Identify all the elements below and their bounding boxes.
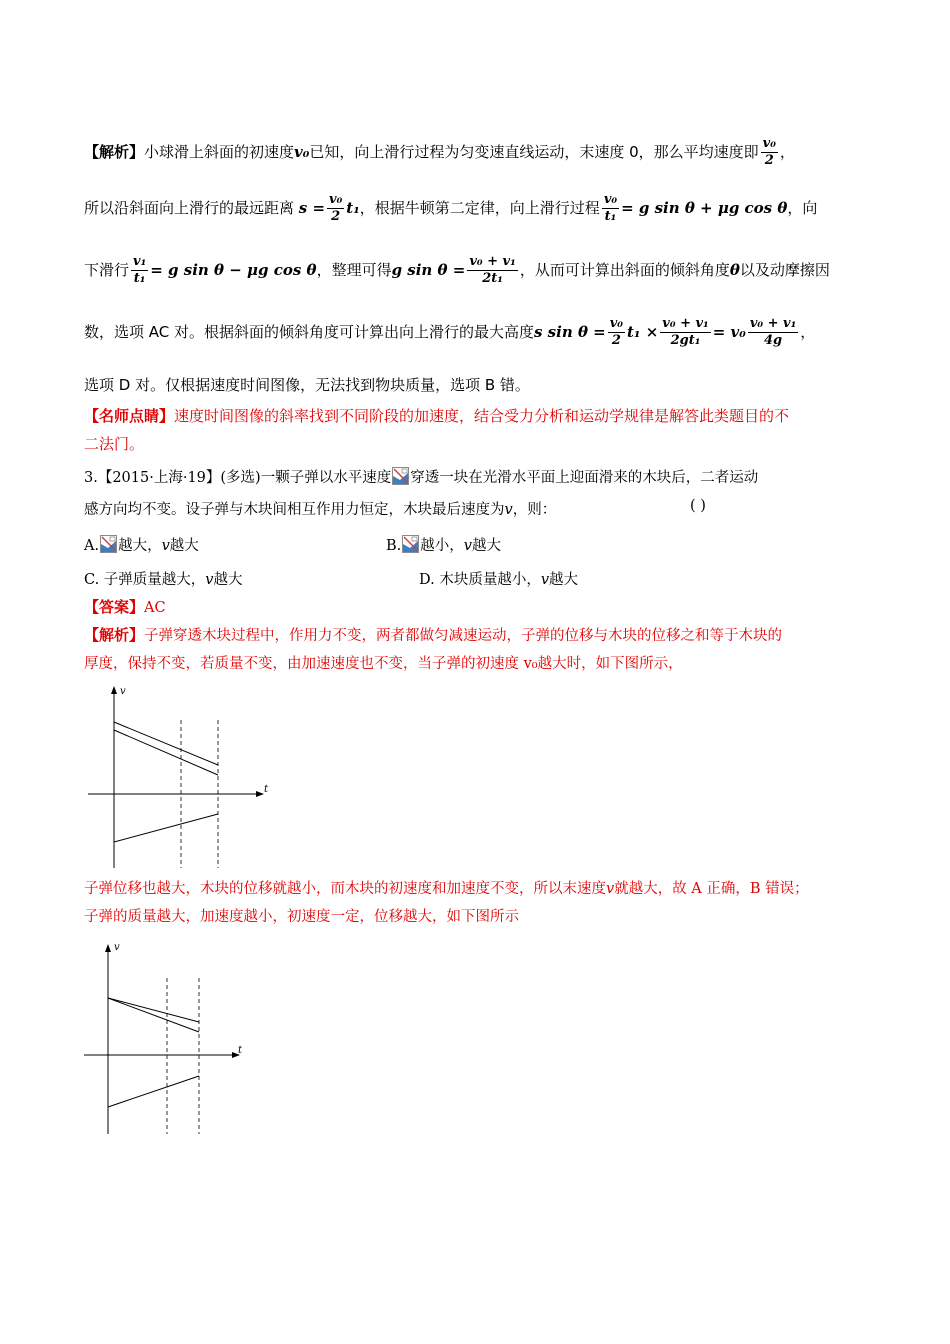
fraction: $\frac{\text{v₁}}{\text{t₁}}$ bbox=[133, 254, 147, 286]
x-axis-arrow bbox=[256, 791, 264, 797]
analysis-label: 【解析】 bbox=[84, 626, 145, 644]
tip-line2: 二法门。 bbox=[84, 435, 145, 453]
analysis1-line4: 数，选项 AC 对。根据斜面的倾斜角度可计算出向上滑行的最大高度s sin θ = $\frac{\text{v₀}}{2}$ t₁ × $\frac{\text{v₀ + v₁}}{\text{2gt₁}}$ = v₀ $\frac{\text{v₀ + v₁}}{4g}$ ， bbox=[84, 316, 816, 348]
analysis1-line3: 下滑行 $\frac{\text{v₁}}{\text{t₁}}$ = g sin θ − μg cos θ，整理可得g sin θ = $\frac{\text{v₀ + v₁}}{\text{2t₁}}$ ，从而可计算出斜面的倾斜角度θ以及动摩擦因 bbox=[84, 254, 830, 286]
block-line bbox=[114, 814, 218, 842]
bullet-line-heavy bbox=[108, 998, 199, 1022]
fraction: $\frac{\text{v₀ + v₁}}{\text{2t₁}}$ bbox=[469, 254, 516, 286]
question3-line2: 感方向均不变。设子弹与木块间相互作用力恒定，木块最后速度为v，则： bbox=[84, 502, 557, 518]
fraction: $\frac{\text{v₀}}{2}$ bbox=[762, 136, 776, 168]
broken-image-icon bbox=[100, 535, 117, 553]
x-axis-label: t bbox=[238, 1045, 243, 1056]
x-axis-label: t bbox=[264, 784, 269, 795]
fraction: $\frac{\text{v₀}}{2}$ bbox=[609, 316, 623, 348]
block-line bbox=[108, 1076, 199, 1107]
analysis2-line2: 厚度，保持不变，若质量不变，由加速速度也不变，当子弹的初速度 v₀越大时，如下图所示， bbox=[84, 656, 683, 672]
y-axis-arrow bbox=[105, 944, 111, 952]
fraction: $\frac{\text{v₀ + v₁}}{\text{2gt₁}}$ bbox=[662, 316, 709, 348]
analysis-label: 【解析】 bbox=[84, 143, 145, 161]
option-b: B. 越小，v越大 bbox=[386, 534, 501, 555]
broken-image-icon bbox=[392, 467, 409, 485]
fraction: $\frac{\text{v₀}}{\text{t₁}}$ bbox=[603, 192, 618, 224]
fraction: $\frac{\text{v₀}}{2}$ bbox=[329, 192, 343, 224]
y-axis-label: v bbox=[114, 942, 120, 953]
answer-label: 【答案】 bbox=[84, 598, 145, 616]
question3-line1: 3.【2015·上海·19】(多选)一颗子弹以水平速度 穿透一块在光滑水平面上迎面滑来的木块后，二者运动 bbox=[84, 466, 758, 487]
analysis1-line5: 选项 D 对。仅根据速度时间图像，无法找到物块质量，选项 B 错。 bbox=[84, 376, 530, 394]
y-axis-arrow bbox=[111, 686, 117, 694]
option-d: D. 木块质量越小，v越大 bbox=[419, 572, 579, 588]
fraction: $\frac{\text{v₀ + v₁}}{4g}$ bbox=[749, 316, 797, 348]
option-a: A. 越大，v越大 bbox=[84, 534, 199, 555]
question3-bracket: ( ) bbox=[690, 498, 706, 514]
bullet-line-small-v0 bbox=[114, 730, 218, 775]
tip-label: 【名师点睛】 bbox=[84, 407, 175, 425]
analysis1-line2: 所以沿斜面向上滑行的最远距离 s = $\frac{\text{v₀}}{2}$ t₁，根据牛顿第二定律，向上滑行过程 $\frac{\text{v₀}}{\text{t₁}}$ = g sin θ + μg cos θ，向 bbox=[84, 192, 818, 224]
velocity-time-graph-2 bbox=[82, 938, 257, 1138]
analysis2-line3: 子弹位移也越大，木块的位移就越小，而木块的初速度和加速度不变，所以末速度v就越大，故 A 正确，B 错误； bbox=[84, 881, 809, 897]
broken-image-icon bbox=[402, 535, 419, 553]
analysis2-line4: 子弹的质量越大，加速度越小，初速度一定，位移越大，如下图所示 bbox=[84, 909, 519, 925]
analysis1-line1: 【解析】小球滑上斜面的初速度v₀已知，向上滑行过程为匀变速直线运动，末速度 0，那么平均速度即 $\frac{\text{v₀}}{2}$ ， bbox=[84, 136, 795, 168]
option-c: C. 子弹质量越大，v越大 bbox=[84, 572, 243, 588]
answer-line bbox=[84, 596, 166, 617]
bullet-line-light bbox=[108, 998, 199, 1032]
analysis2-line1: 【解析】子弹穿透木块过程中，作用力不变，两者都做匀减速运动，子弹的位移与木块的位移之和等于木块的 bbox=[84, 626, 783, 644]
velocity-time-graph-1 bbox=[86, 682, 276, 872]
y-axis-label: v bbox=[120, 686, 126, 697]
tip-line1: 【名师点睛】速度时间图像的斜率找到不同阶段的加速度，结合受力分析和运动学规律是解答此类题目的不 bbox=[84, 407, 790, 425]
answer-value: AC bbox=[144, 600, 166, 616]
bullet-line-large-v0 bbox=[114, 722, 218, 765]
